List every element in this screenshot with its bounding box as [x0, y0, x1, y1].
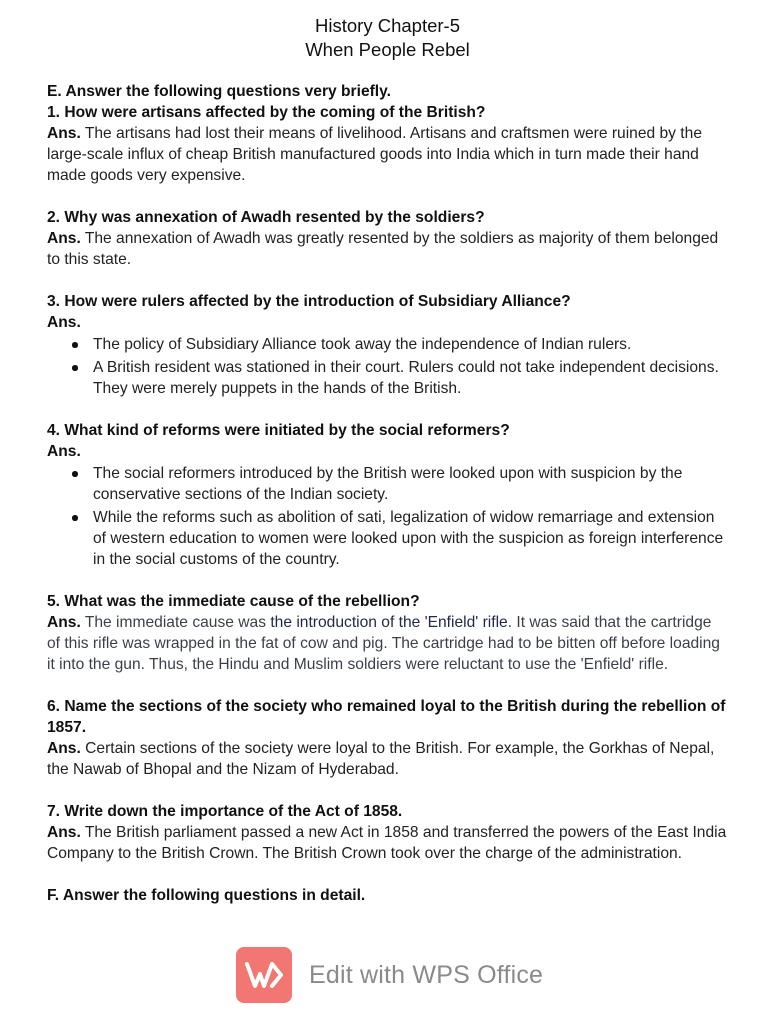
wps-logo-icon	[236, 947, 292, 1003]
question-6: 6. Name the sections of the society who remained loyal to the British during the rebellion of 1857.	[47, 698, 726, 736]
answer-text: Certain sections of the society were loyal to the British. For example, the Gorkhas of Nepal, the Nawab of Bhopal and the Nizam of Hyderabad.	[47, 740, 715, 778]
ans-label: Ans.	[47, 740, 81, 757]
answer-text-part3: . It was said that the cartridge of this rifle was wrapped in the fat of cow and pig. The cartridge had to be bitten off before loading it into the gun. Thus, the Hindu and Muslim soldiers were reluctant to use the 'Enfield' rifle.	[47, 614, 720, 673]
section-e-heading: E. Answer the following questions very briefly.	[47, 83, 391, 100]
ans-label: Ans.	[47, 230, 81, 247]
title-block	[47, 14, 728, 62]
ans-label: Ans.	[47, 614, 81, 631]
bullet-item: The social reformers introduced by the British were looked upon with suspicion by the conservative sections of the Indian society.	[93, 463, 728, 505]
bullet-item: The policy of Subsidiary Alliance took away the independence of Indian rulers.	[93, 334, 728, 355]
answer-4	[47, 441, 728, 462]
answer-5	[47, 612, 728, 675]
question-2: 2. Why was annexation of Awadh resented by the soldiers?	[47, 209, 485, 226]
ans-label: Ans.	[47, 125, 81, 142]
answer-text: The annexation of Awadh was greatly resented by the soldiers as majority of them belonged to this state.	[47, 230, 719, 268]
ans-label: Ans.	[47, 443, 81, 460]
answer-text: The British parliament passed a new Act in 1858 and transferred the powers of the East India Company to the British Crown. The British Crown took over the charge of the administration.	[47, 824, 727, 862]
question-1: 1. How were artisans affected by the coming of the British?	[47, 104, 486, 121]
answer-text-highlight: the introduction of the 'Enfield' rifle	[270, 614, 508, 631]
bullet-item: A British resident was stationed in their court. Rulers could not take independent decisions. They were merely puppets in the hands of the British.	[93, 357, 728, 399]
ans-label: Ans.	[47, 824, 81, 841]
chapter-title: History Chapter-5	[315, 15, 460, 36]
chapter-subtitle: When People Rebel	[305, 39, 470, 60]
section-f-heading: F. Answer the following questions in detail.	[47, 887, 366, 904]
question-7: 7. Write down the importance of the Act of 1858.	[47, 803, 403, 820]
question-3: 3. How were rulers affected by the introduction of Subsidiary Alliance?	[47, 293, 571, 310]
answer-2	[47, 228, 728, 270]
answer-1	[47, 123, 728, 186]
answer-7	[47, 822, 728, 864]
answer-4-bullets	[47, 463, 728, 570]
answer-3	[47, 312, 728, 333]
question-5: 5. What was the immediate cause of the rebellion?	[47, 593, 420, 610]
bullet-item: While the reforms such as abolition of sati, legalization of widow remarriage and extension of western education to women were looked upon with the suspicion as foreign interference in the social customs of the country.	[93, 507, 728, 570]
answer-3-bullets	[47, 334, 728, 399]
answer-6	[47, 738, 728, 780]
wps-watermark-text: Edit with WPS Office	[309, 960, 544, 989]
question-4: 4. What kind of reforms were initiated by the social reformers?	[47, 422, 510, 439]
ans-label: Ans.	[47, 314, 81, 331]
wps-watermark[interactable]	[236, 947, 543, 1003]
answer-text-part1: The immediate cause was	[80, 614, 271, 631]
answer-text: The artisans had lost their means of livelihood. Artisans and craftsmen were ruined by the large-scale influx of cheap British manufactured goods into India which in turn made their hand made goods very expensive.	[47, 125, 702, 184]
